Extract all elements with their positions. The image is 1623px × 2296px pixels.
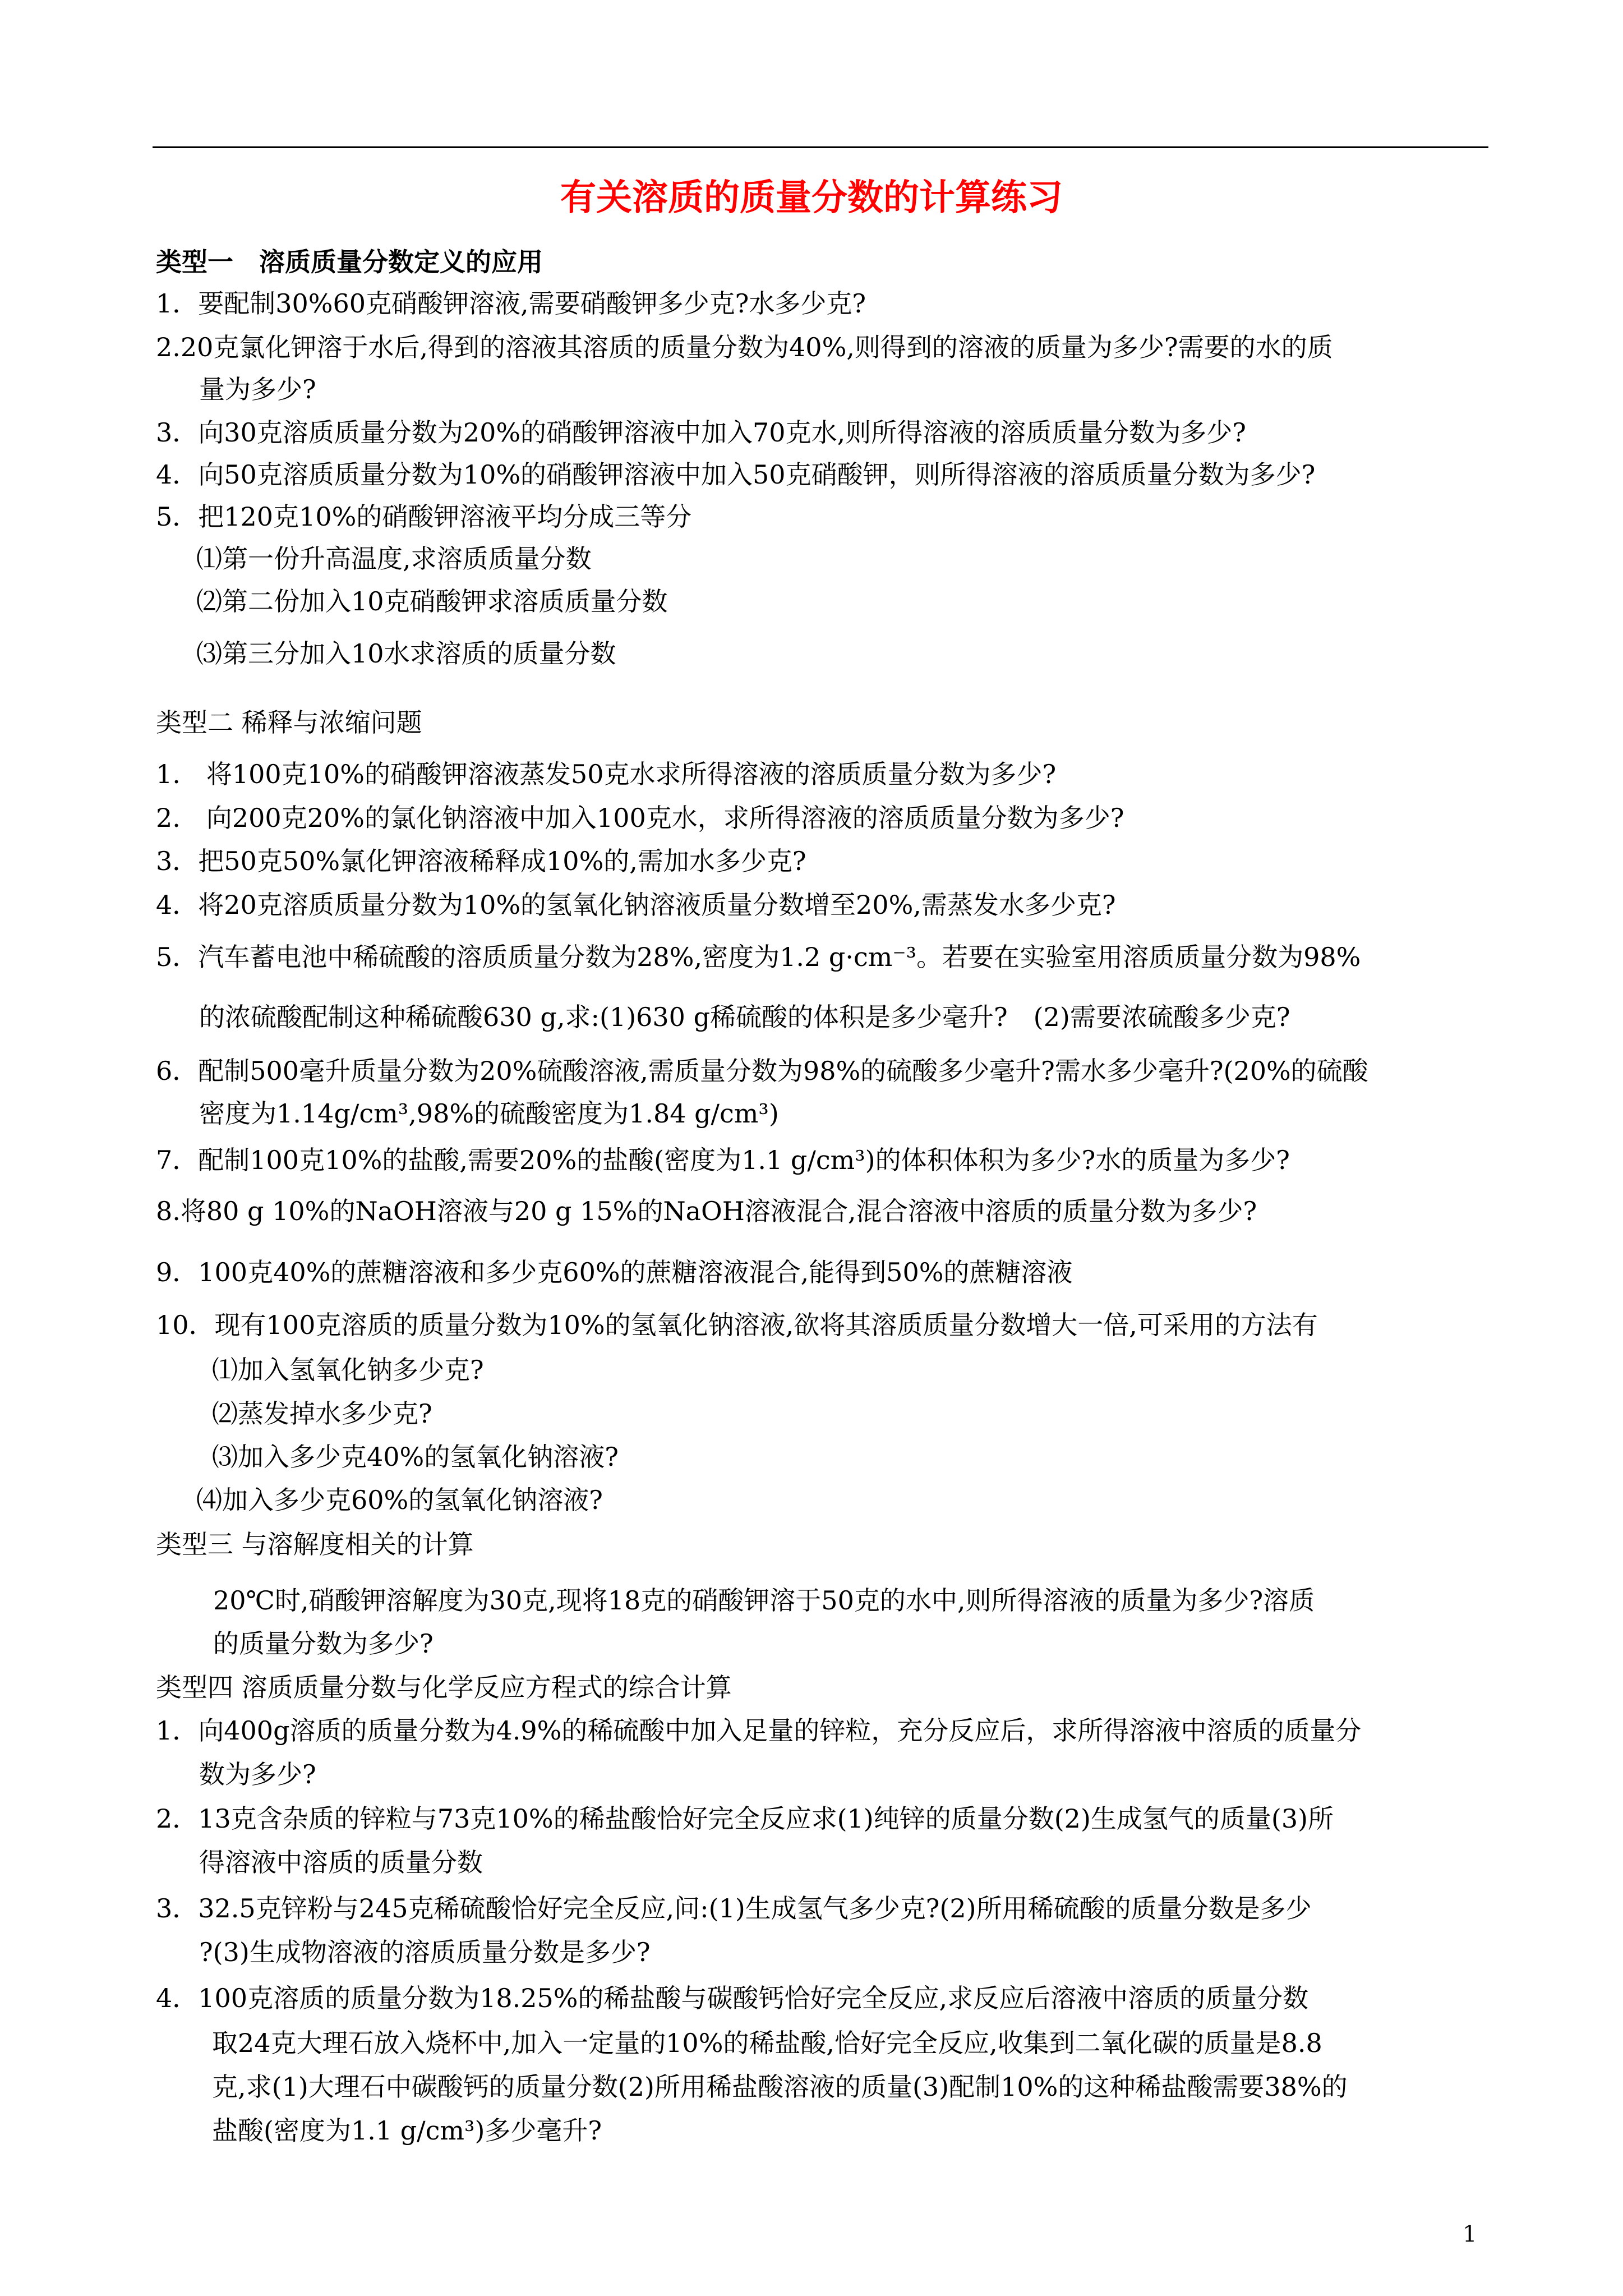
question-line: 6．配制500毫升质量分数为20%硫酸溶液,需质量分数为98%的硫酸多少毫升?需水多少毫升?(20%的硫酸: [156, 1056, 1368, 1086]
page-title: 有关溶质的质量分数的计算练习: [560, 177, 1063, 219]
section-heading-2: 类型二 稀释与浓缩问题: [156, 707, 422, 738]
page-number: 1: [1463, 2221, 1477, 2247]
question-line: 取24克大理石放入烧杯中,加入一定量的10%的稀盐酸,恰好完全反应,收集到二氧化碳的质量是8.8: [212, 2028, 1322, 2058]
question-line: 3．向30克溶质质量分数为20%的硝酸钾溶液中加入70克水,则所得溶液的溶质质量分数为多少?: [156, 417, 1246, 448]
question-line: 克,求(1)大理石中碳酸钙的质量分数(2)所用稀盐酸溶液的质量(3)配制10%的这种稀盐酸需要38%的: [212, 2072, 1348, 2102]
question-line: 7．配制100克10%的盐酸,需要20%的盐酸(密度为1.1 g/cm³)的体积体积为多少?水的质量为多少?: [156, 1145, 1290, 1175]
question-line: 的浓硫酸配制这种稀硫酸630 g,求:(1)630 g稀硫酸的体积是多少毫升? (2)需要浓硫酸多少克?: [199, 1002, 1290, 1032]
question-line: ?(3)生成物溶液的溶质质量分数是多少?: [199, 1937, 651, 1967]
section-heading-3: 类型三 与溶解度相关的计算: [156, 1529, 474, 1559]
question-line: 5．汽车蓄电池中稀硫酸的溶质质量分数为28%,密度为1.2 g·cm⁻³。若要在实验室用溶质质量分数为98%: [156, 942, 1361, 972]
question-line: 4．向50克溶质质量分数为10%的硝酸钾溶液中加入50克硝酸钾，则所得溶液的溶质质量分数为多少?: [156, 459, 1316, 490]
question-line: 2．13克含杂质的锌粒与73克10%的稀盐酸恰好完全反应求(1)纯锌的质量分数(2)生成氢气的质量(3)所: [156, 1803, 1334, 1834]
question-line: 20℃时,硝酸钾溶解度为30克,现将18克的硝酸钾溶于50克的水中,则所得溶液的质量为多少?溶质: [213, 1585, 1315, 1616]
section-heading-4: 类型四 溶质质量分数与化学反应方程式的综合计算: [156, 1672, 732, 1703]
question-line: 1. 将100克10%的硝酸钾溶液蒸发50克水求所得溶液的溶质质量分数为多少?: [156, 759, 1057, 789]
question-line: 量为多少?: [199, 374, 316, 404]
question-line: 得溶液中溶质的质量分数: [199, 1847, 483, 1878]
question-line: 4．100克溶质的质量分数为18.25%的稀盐酸与碳酸钙恰好完全反应,求反应后溶液中溶质的质量分数: [156, 1983, 1309, 2013]
sub-question-line: ⑶加入多少克40%的氢氧化钠溶液?: [212, 1442, 619, 1472]
section-heading-1: 类型一 溶质质量分数定义的应用: [156, 247, 543, 277]
sub-question-line: ⑵蒸发掉水多少克?: [212, 1398, 432, 1429]
question-line: 3．把50克50%氯化钾溶液稀释成10%的,需加水多少克?: [156, 846, 806, 876]
question-line: 5．把120克10%的硝酸钾溶液平均分成三等分: [156, 501, 692, 532]
question-line: 的质量分数为多少?: [213, 1628, 434, 1659]
question-line: 8.将80 g 10%的NaOH溶液与20 g 15%的NaOH溶液混合,混合溶液中溶质的质量分数为多少?: [156, 1196, 1257, 1226]
question-line: 1．要配制30%60克硝酸钾溶液,需要硝酸钾多少克?水多少克?: [156, 288, 866, 319]
question-line: 数为多少?: [199, 1759, 316, 1789]
question-line: 2. 向200克20%的氯化钠溶液中加入100克水，求所得溶液的溶质质量分数为多少?: [156, 803, 1124, 833]
sub-question-line: ⑵第二份加入10克硝酸钾求溶质质量分数: [196, 586, 668, 616]
sub-question-line: ⑴加入氢氧化钠多少克?: [212, 1355, 484, 1385]
sub-question-line: ⑷加入多少克60%的氢氧化钠溶液?: [196, 1485, 603, 1515]
question-line: 10．现有100克溶质的质量分数为10%的氢氧化钠溶液,欲将其溶质质量分数增大一倍,可采用的方法有: [156, 1310, 1318, 1340]
sub-question-line: ⑴第一份升高温度,求溶质质量分数: [196, 544, 592, 574]
question-line: 盐酸(密度为1.1 g/cm³)多少毫升?: [212, 2115, 602, 2146]
question-line: 4．将20克溶质质量分数为10%的氢氧化钠溶液质量分数增至20%,需蒸发水多少克?: [156, 890, 1116, 920]
header-rule: [153, 146, 1488, 148]
question-line: 密度为1.14g/cm³,98%的硫酸密度为1.84 g/cm³): [199, 1098, 779, 1129]
sub-question-line: ⑶第三分加入10水求溶质的质量分数: [196, 638, 616, 669]
question-line: 3．32.5克锌粉与245克稀硫酸恰好完全反应,问:(1)生成氢气多少克?(2)所用稀硫酸的质量分数是多少: [156, 1893, 1312, 1924]
question-line: 9．100克40%的蔗糖溶液和多少克60%的蔗糖溶液混合,能得到50%的蔗糖溶液: [156, 1257, 1073, 1287]
question-line: 2.20克氯化钾溶于水后,得到的溶液其溶质的质量分数为40%,则得到的溶液的质量为多少?需要的水的质: [156, 332, 1333, 362]
question-line: 1．向400g溶质的质量分数为4.9%的稀硫酸中加入足量的锌粒，充分反应后，求所得溶液中溶质的质量分: [156, 1715, 1362, 1746]
